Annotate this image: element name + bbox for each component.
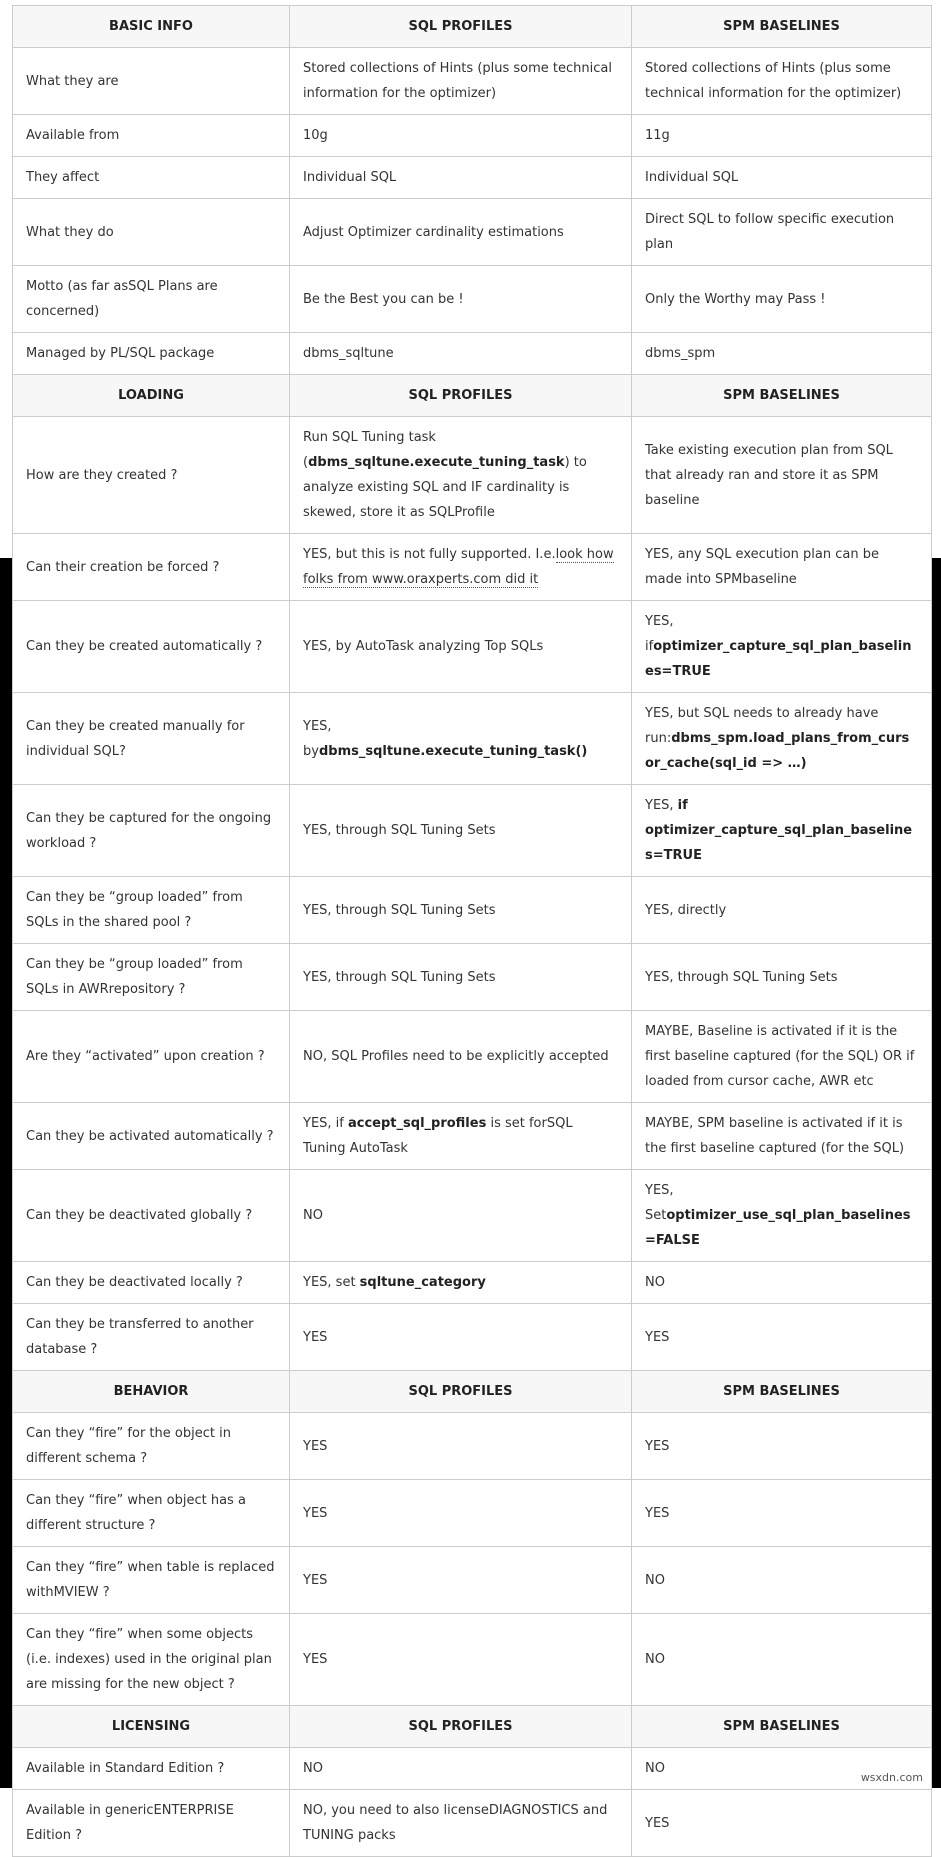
spm-baselines-cell: YES: [632, 1480, 932, 1547]
row-label: Can they be created manually for individual SQL?: [13, 693, 290, 785]
row-label: Available in Standard Edition ?: [13, 1748, 290, 1790]
sql-profiles-cell: YES, through SQL Tuning Sets: [290, 877, 632, 944]
header-cell: SPM BASELINES: [632, 1371, 932, 1413]
row-label: Can they “fire” for the object in different schema ?: [13, 1413, 290, 1480]
sql-profiles-cell: NO: [290, 1748, 632, 1790]
row-label: Can they be activated automatically ?: [13, 1103, 290, 1170]
sql-profiles-cell: YES, bydbms_sqltune.execute_tuning_task(): [290, 693, 632, 785]
row-label: Managed by PL/SQL package: [13, 333, 290, 375]
table-row: [13, 877, 932, 944]
spm-baselines-cell: 11g: [632, 115, 932, 157]
row-label: Can they be deactivated globally ?: [13, 1170, 290, 1262]
table-row: [13, 1748, 932, 1790]
row-label: Can they be captured for the ongoing workload ?: [13, 785, 290, 877]
spm-baselines-cell: MAYBE, Baseline is activated if it is the first baseline captured (for the SQL) OR if loaded from cursor cache, AWR etc: [632, 1011, 932, 1103]
spm-baselines-cell: YES, ifoptimizer_capture_sql_plan_baselines=TRUE: [632, 601, 932, 693]
sql-profiles-cell: NO, you need to also licenseDIAGNOSTICS and TUNING packs: [290, 1790, 632, 1857]
table-row: [13, 1614, 932, 1706]
section-header-loading: [13, 375, 932, 417]
table-row: [13, 266, 932, 333]
sql-profiles-cell: NO: [290, 1170, 632, 1262]
code-term: dbms_spm.load_plans_from_cursor_cache(sql_id => …): [645, 731, 910, 771]
table-row: [13, 417, 932, 534]
sql-profiles-cell: YES, but this is not fully supported. I.e.look how folks from www.oraxperts.com did it: [290, 534, 632, 601]
sql-profiles-cell: Individual SQL: [290, 157, 632, 199]
row-label: Can they be “group loaded” from SQLs in AWRrepository ?: [13, 944, 290, 1011]
spm-baselines-cell: NO: [632, 1748, 932, 1790]
sql-profiles-cell: YES, if accept_sql_profiles is set forSQL Tuning AutoTask: [290, 1103, 632, 1170]
table-row: [13, 785, 932, 877]
section-header-licensing: [13, 1706, 932, 1748]
header-cell: SQL PROFILES: [290, 375, 632, 417]
sql-profiles-cell: YES, through SQL Tuning Sets: [290, 785, 632, 877]
sql-profiles-cell: Be the Best you can be !: [290, 266, 632, 333]
code-term: sqltune_category: [359, 1275, 486, 1290]
spm-baselines-cell: YES, Setoptimizer_use_sql_plan_baselines=FALSE: [632, 1170, 932, 1262]
row-label: Can they be deactivated locally ?: [13, 1262, 290, 1304]
sql-profiles-cell: YES, by AutoTask analyzing Top SQLs: [290, 601, 632, 693]
sql-profiles-cell: YES: [290, 1413, 632, 1480]
sql-profiles-cell: Run SQL Tuning task (dbms_sqltune.execute_tuning_task) to analyze existing SQL and IF cardinality is skewed, store it as SQLProfile: [290, 417, 632, 534]
row-label: Can they be “group loaded” from SQLs in the shared pool ?: [13, 877, 290, 944]
spm-baselines-cell: YES, directly: [632, 877, 932, 944]
header-cell: SPM BASELINES: [632, 1706, 932, 1748]
section-header-basic-info: [13, 6, 932, 48]
row-label: They affect: [13, 157, 290, 199]
left-dark-margin: [0, 558, 12, 1788]
spm-baselines-cell: Individual SQL: [632, 157, 932, 199]
sql-profiles-cell: YES, set sqltune_category: [290, 1262, 632, 1304]
sql-profiles-cell: YES: [290, 1480, 632, 1547]
table-row: [13, 1547, 932, 1614]
sql-profiles-cell: Stored collections of Hints (plus some technical information for the optimizer): [290, 48, 632, 115]
header-cell: SQL PROFILES: [290, 6, 632, 48]
spm-baselines-cell: YES, any SQL execution plan can be made into SPMbaseline: [632, 534, 932, 601]
sql-profiles-cell: dbms_sqltune: [290, 333, 632, 375]
code-term: dbms_sqltune.execute_tuning_task: [308, 455, 565, 470]
row-label: Can they be created automatically ?: [13, 601, 290, 693]
header-cell: BEHAVIOR: [13, 1371, 290, 1413]
comparison-table: [12, 5, 932, 1857]
spm-baselines-cell: dbms_spm: [632, 333, 932, 375]
sql-profiles-cell: YES, through SQL Tuning Sets: [290, 944, 632, 1011]
table-row: [13, 1103, 932, 1170]
table-row: [13, 944, 932, 1011]
spm-baselines-cell: NO: [632, 1262, 932, 1304]
row-label: Can they “fire” when some objects (i.e. indexes) used in the original plan are missing for the new object ?: [13, 1614, 290, 1706]
spm-baselines-cell: Only the Worthy may Pass !: [632, 266, 932, 333]
table-row: [13, 534, 932, 601]
row-label: What they do: [13, 199, 290, 266]
code-term: if optimizer_capture_sql_plan_baselines=TRUE: [645, 798, 913, 863]
sql-profiles-cell: NO, SQL Profiles need to be explicitly accepted: [290, 1011, 632, 1103]
header-cell: SQL PROFILES: [290, 1371, 632, 1413]
header-cell: LOADING: [13, 375, 290, 417]
row-label: How are they created ?: [13, 417, 290, 534]
row-label: Can their creation be forced ?: [13, 534, 290, 601]
table-row: [13, 1262, 932, 1304]
table-row: [13, 199, 932, 266]
spm-baselines-cell: NO: [632, 1547, 932, 1614]
spm-baselines-cell: YES, if optimizer_capture_sql_plan_baselines=TRUE: [632, 785, 932, 877]
header-cell: SPM BASELINES: [632, 6, 932, 48]
spm-baselines-cell: YES, through SQL Tuning Sets: [632, 944, 932, 1011]
row-label: Can they “fire” when object has a different structure ?: [13, 1480, 290, 1547]
table-row: [13, 1304, 932, 1371]
row-label: Can they “fire” when table is replaced withMVIEW ?: [13, 1547, 290, 1614]
code-term: optimizer_capture_sql_plan_baselines=TRUE: [645, 639, 912, 679]
row-label: Can they be transferred to another database ?: [13, 1304, 290, 1371]
code-term: dbms_sqltune.execute_tuning_task(): [318, 743, 588, 759]
table-row: [13, 1480, 932, 1547]
header-cell: BASIC INFO: [13, 6, 290, 48]
spm-baselines-cell: Take existing execution plan from SQL that already ran and store it as SPM baseline: [632, 417, 932, 534]
spm-baselines-cell: NO: [632, 1614, 932, 1706]
table-row: [13, 693, 932, 785]
section-header-behavior: [13, 1371, 932, 1413]
header-cell: SPM BASELINES: [632, 375, 932, 417]
spm-baselines-cell: MAYBE, SPM baseline is activated if it is the first baseline captured (for the SQL): [632, 1103, 932, 1170]
spm-baselines-cell: YES: [632, 1790, 932, 1857]
header-cell: SQL PROFILES: [290, 1706, 632, 1748]
spm-baselines-cell: Stored collections of Hints (plus some technical information for the optimizer): [632, 48, 932, 115]
row-label: Motto (as far asSQL Plans are concerned): [13, 266, 290, 333]
sql-profiles-cell: 10g: [290, 115, 632, 157]
spm-baselines-cell: YES, but SQL needs to already have run:dbms_spm.load_plans_from_cursor_cache(sql_id => …): [632, 693, 932, 785]
sql-profiles-cell: Adjust Optimizer cardinality estimations: [290, 199, 632, 266]
spm-baselines-cell: YES: [632, 1304, 932, 1371]
table-row: [13, 1413, 932, 1480]
row-label: Available from: [13, 115, 290, 157]
code-term: accept_sql_profiles: [348, 1116, 487, 1131]
row-label: Available in genericENTERPRISE Edition ?: [13, 1790, 290, 1857]
table-row: [13, 1170, 932, 1262]
spm-baselines-cell: Direct SQL to follow specific execution plan: [632, 199, 932, 266]
code-term: optimizer_use_sql_plan_baselines=FALSE: [645, 1208, 911, 1248]
table-row: [13, 157, 932, 199]
table-row: [13, 115, 932, 157]
table-row: [13, 333, 932, 375]
table-row: [13, 48, 932, 115]
watermark: wsxdn.com: [860, 1771, 923, 1784]
table-row: [13, 1011, 932, 1103]
table-row: [13, 1790, 932, 1857]
sql-profiles-cell: YES: [290, 1614, 632, 1706]
header-cell: LICENSING: [13, 1706, 290, 1748]
spm-baselines-cell: YES: [632, 1413, 932, 1480]
row-label: What they are: [13, 48, 290, 115]
table-row: [13, 601, 932, 693]
sql-profiles-cell: YES: [290, 1304, 632, 1371]
row-label: Are they “activated” upon creation ?: [13, 1011, 290, 1103]
oraxperts-link[interactable]: look how folks from www.oraxperts.com did it: [303, 547, 614, 587]
sql-profiles-cell: YES: [290, 1547, 632, 1614]
